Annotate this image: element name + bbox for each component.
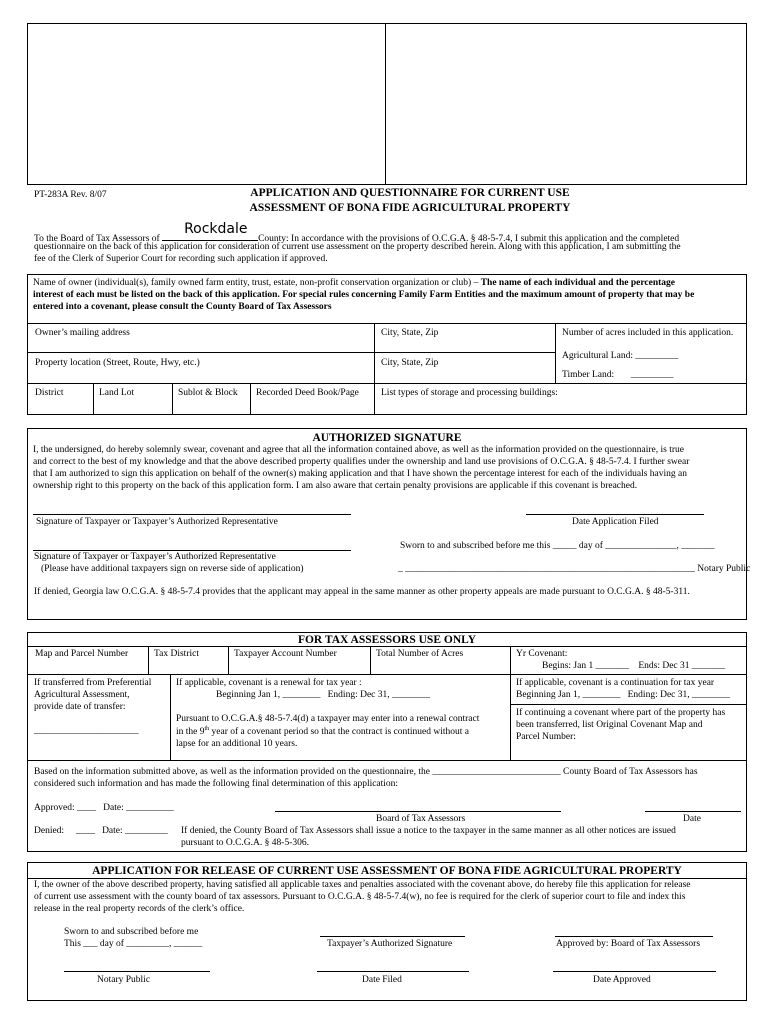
begins-ends-field[interactable]: Begins: Jan 1 _______ Ends: Dec 31 _______ <box>542 661 726 671</box>
date-filed-label: Date Application Filed <box>572 517 659 527</box>
form-title-line1: APPLICATION AND QUESTIONNAIRE FOR CURRENT USE <box>250 187 570 199</box>
timber-land-field[interactable]: Timber Land: _________ <box>562 370 674 380</box>
board-label: Board of Tax Assessors <box>376 814 466 824</box>
sublot-block-field[interactable]: Sublot & Block <box>178 388 238 398</box>
agricultural-land-field[interactable]: Agricultural Land: _________ <box>562 351 679 361</box>
transfer-date-field[interactable]: ______________________ <box>34 726 139 736</box>
release-sworn: Sworn to and subscribed before me This ___ day of _________, ______ <box>64 927 203 949</box>
date-filed-line[interactable] <box>526 514 704 515</box>
notary-public-label: Notary Public <box>97 975 151 985</box>
renewal-dates-field[interactable]: Beginning Jan 1, ________ Ending: Dec 31, ________ <box>216 690 430 700</box>
signature-body: I, the undersigned, do hereby solemnly swear, covenant and agree that all the information contained above, as well as the information provided on the questionnaire, is true and correct to the best of my knowledge and that the above described property qualifies under the ownership and land use provisions of O.C.G.A. § 48-5-7.4. I further swear that I am authorized to sign this application on behalf of the owner(s) making application and that I have shown the percentage interest for each of the individuals having an ownership right to this property on the back of this application form. I am also aware that certain penalty provisions are applicable if this covenant is breached. <box>33 445 690 491</box>
district-field[interactable]: District <box>35 388 64 398</box>
date-approved-line[interactable] <box>553 971 716 972</box>
board-date-label: Date <box>683 814 701 824</box>
continuation-dates-field[interactable]: Beginning Jan 1, ________ Ending: Dec 31, ________ <box>516 690 730 700</box>
sig1-label: Signature of Taxpayer or Taxpayer’s Authorized Representative <box>36 517 278 527</box>
taxpayer-account-field[interactable]: Taxpayer Account Number <box>234 649 337 659</box>
sworn-line[interactable]: Sworn to and subscribed before me this _____ day of _______________, _______ <box>400 541 715 551</box>
top-right-box <box>385 23 747 185</box>
top-left-box <box>27 23 386 185</box>
denied-field[interactable]: Denied: ____ Date: _________ <box>34 826 168 836</box>
county-field[interactable]: Rockdale <box>184 221 248 237</box>
mailing-address-field[interactable]: Owner’s mailing address <box>35 328 130 338</box>
notary-signature-line[interactable] <box>64 971 210 972</box>
transferred-label: If transferred from Preferential Agricultural Assessment, provide date of transfer: <box>34 678 152 712</box>
date-filed-release-line[interactable] <box>317 971 469 972</box>
form-id: PT-283A Rev. 8/07 <box>34 190 107 200</box>
recorded-deed-field[interactable]: Recorded Deed Book/Page <box>256 388 359 398</box>
approved-by-label: Approved by: Board of Tax Assessors <box>556 939 701 949</box>
date-approved-label: Date Approved <box>593 975 651 985</box>
signature-line-1[interactable] <box>33 514 351 515</box>
release-body: I, the owner of the above described property, having satisfied all applicable taxes and penalties associated with the covenant above, do hereby file this application for release of current use assessment with the county board of tax assessors. Pursuant to O.C.G.A. § 48-5-7.4(w), no fee is required for the clerk of superior court to file and index this release in the real property records of the clerk’s office. <box>34 880 691 914</box>
city-state-zip-field-2[interactable]: City, State, Zip <box>381 358 439 368</box>
intro-line3: fee of the Clerk of Superior Court for recording such application if approved. <box>34 254 328 264</box>
taxpayer-signature-line[interactable] <box>320 936 465 937</box>
sig2-label: Signature of Taxpayer or Taxpayer’s Authorized Representative <box>34 552 276 562</box>
denied-notice: If denied, the County Board of Tax Assessors shall issue a notice to the taxpayer in the same manner as all other notices are issued pursuant to O.C.G.A. § 48-5-306. <box>181 826 676 848</box>
release-title: APPLICATION FOR RELEASE OF CURRENT USE ASSESSMENT OF BONA FIDE AGRICULTURAL PROPERTY <box>92 865 682 877</box>
board-signature-line[interactable] <box>275 811 561 812</box>
based-on-text: Based on the information submitted above, as well as the information provided on the questionnaire, the ___________________________ County Board of Tax Assessors has considered such information and has made the following final determination of this application: <box>34 767 698 789</box>
map-parcel-field[interactable]: Map and Parcel Number <box>35 649 129 659</box>
property-location-field[interactable]: Property location (Street, Route, Hwy, etc.) <box>35 358 200 368</box>
continuing-note: If continuing a covenant where part of the property has been transferred, list Original Covenant Map and Parcel Number: <box>516 708 726 742</box>
tax-district-field[interactable]: Tax District <box>154 649 199 659</box>
intro-prefix: To the Board of Tax Assessors of <box>34 234 160 244</box>
city-state-zip-field-1[interactable]: City, State, Zip <box>381 328 439 338</box>
notary-line[interactable]: _ _____________________________________________________________ Notary Public <box>398 564 751 574</box>
renewal-label: If applicable, covenant is a renewal for tax year : <box>176 678 362 688</box>
denied-appeal-note: If denied, Georgia law O.C.G.A. § 48-5-7.4 provides that the applicant may appeal in the same manner as other property appeals are made pursuant to O.C.G.A. § 48-5-311. <box>34 587 690 597</box>
approved-field[interactable]: Approved: ____ Date: __________ <box>34 803 174 813</box>
continuation-label: If applicable, covenant is a continuation for tax year <box>516 678 715 688</box>
total-acres-field[interactable]: Total Number of Acres <box>376 649 464 659</box>
intro-line2: questionnaire on the back of this application for consideration of current use assessment on the property described herein. Along with this application, I am submitting the <box>34 242 681 252</box>
owner-label: Name of owner (individual(s), family owned farm entity, trust, estate, non-profit conservation organization or club) – The name of each individual and the percentage interest of each must be listed on the back of this application. For special rules concerning Family Farm Entities and the maximum amount of property that may be entered into a covenant, please consult the County Board of Tax Assessors <box>33 278 695 312</box>
date-filed-release-label: Date Filed <box>362 975 402 985</box>
approved-by-line[interactable] <box>555 936 713 937</box>
acres-label: Number of acres included in this application. <box>562 328 734 338</box>
sig2-note: (Please have additional taxpayers sign on reverse side of application) <box>41 564 304 574</box>
yr-covenant-label: Yr Covenant: <box>516 649 568 659</box>
board-date-line[interactable] <box>645 811 741 812</box>
land-lot-field[interactable]: Land Lot <box>99 388 135 398</box>
pursuant-note: Pursuant to O.C.G.A.§ 48-5-7.4(d) a taxpayer may enter into a renewal contract in the 9th year of a covenant period so that the contract is continued without a lapse for an additional 10 years. <box>176 714 480 749</box>
intro-line1-rest: County: In accordance with the provisions of O.C.G.A. § 48-5-7.4, I submit this application and the completed <box>258 234 680 244</box>
storage-buildings-field[interactable]: List types of storage and processing buildings: <box>381 388 558 398</box>
assessors-title: FOR TAX ASSESSORS USE ONLY <box>297 634 477 646</box>
taxpayer-signature-label: Taxpayer’s Authorized Signature <box>327 939 453 949</box>
signature-title: AUTHORIZED SIGNATURE <box>312 432 462 444</box>
signature-line-2[interactable] <box>33 550 351 551</box>
form-title-line2: ASSESSMENT OF BONA FIDE AGRICULTURAL PROPERTY <box>249 202 571 214</box>
